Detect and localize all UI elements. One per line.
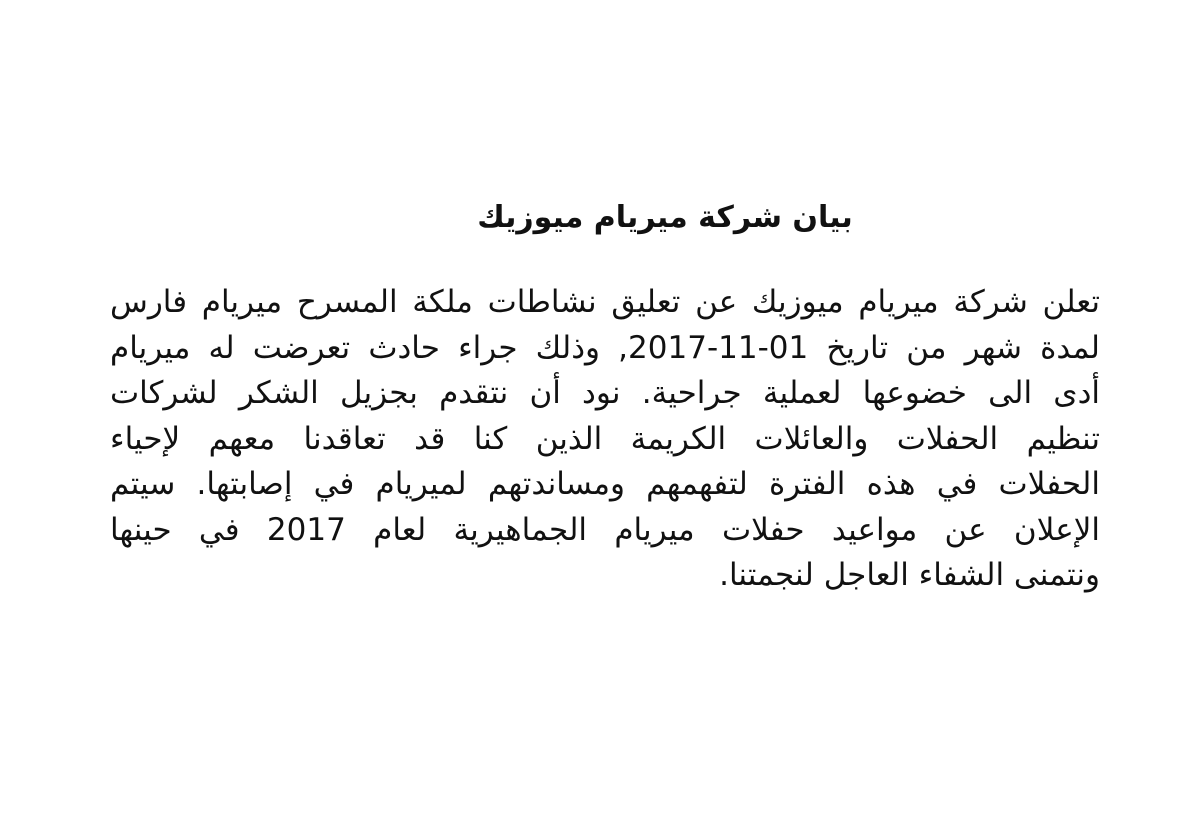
body-line: تنظيم الحفلات والعائلات الكريمة الذين كنا قد تعاقدنا معهم لإحياء xyxy=(110,420,1100,457)
statement-body xyxy=(110,280,1100,599)
body-line: الحفلات في هذه الفترة لتفهمهم ومساندتهم لميريام في إصابتها. سيتم xyxy=(110,466,1100,502)
body-line: تعلن شركة ميريام ميوزيك عن تعليق نشاطات ملكة المسرح ميريام فارس xyxy=(110,284,1100,320)
body-line: الإعلان عن مواعيد حفلات ميريام الجماهيرية لعام 2017 في حينها xyxy=(110,511,1100,548)
body-line: لمدة شهر من تاريخ 01-11-2017, وذلك جراء حادث تعرضت له ميريام xyxy=(110,329,1100,366)
statement xyxy=(110,196,1100,599)
body-line: ونتمنى الشفاء العاجل لنجمتنا. xyxy=(719,557,1100,593)
statement-title: بيان شركة ميريام ميوزيك xyxy=(477,200,853,235)
body-line: أدى الى خضوعها لعملية جراحية. نود أن نتقدم بجزيل الشكر لشركات xyxy=(110,375,1100,411)
